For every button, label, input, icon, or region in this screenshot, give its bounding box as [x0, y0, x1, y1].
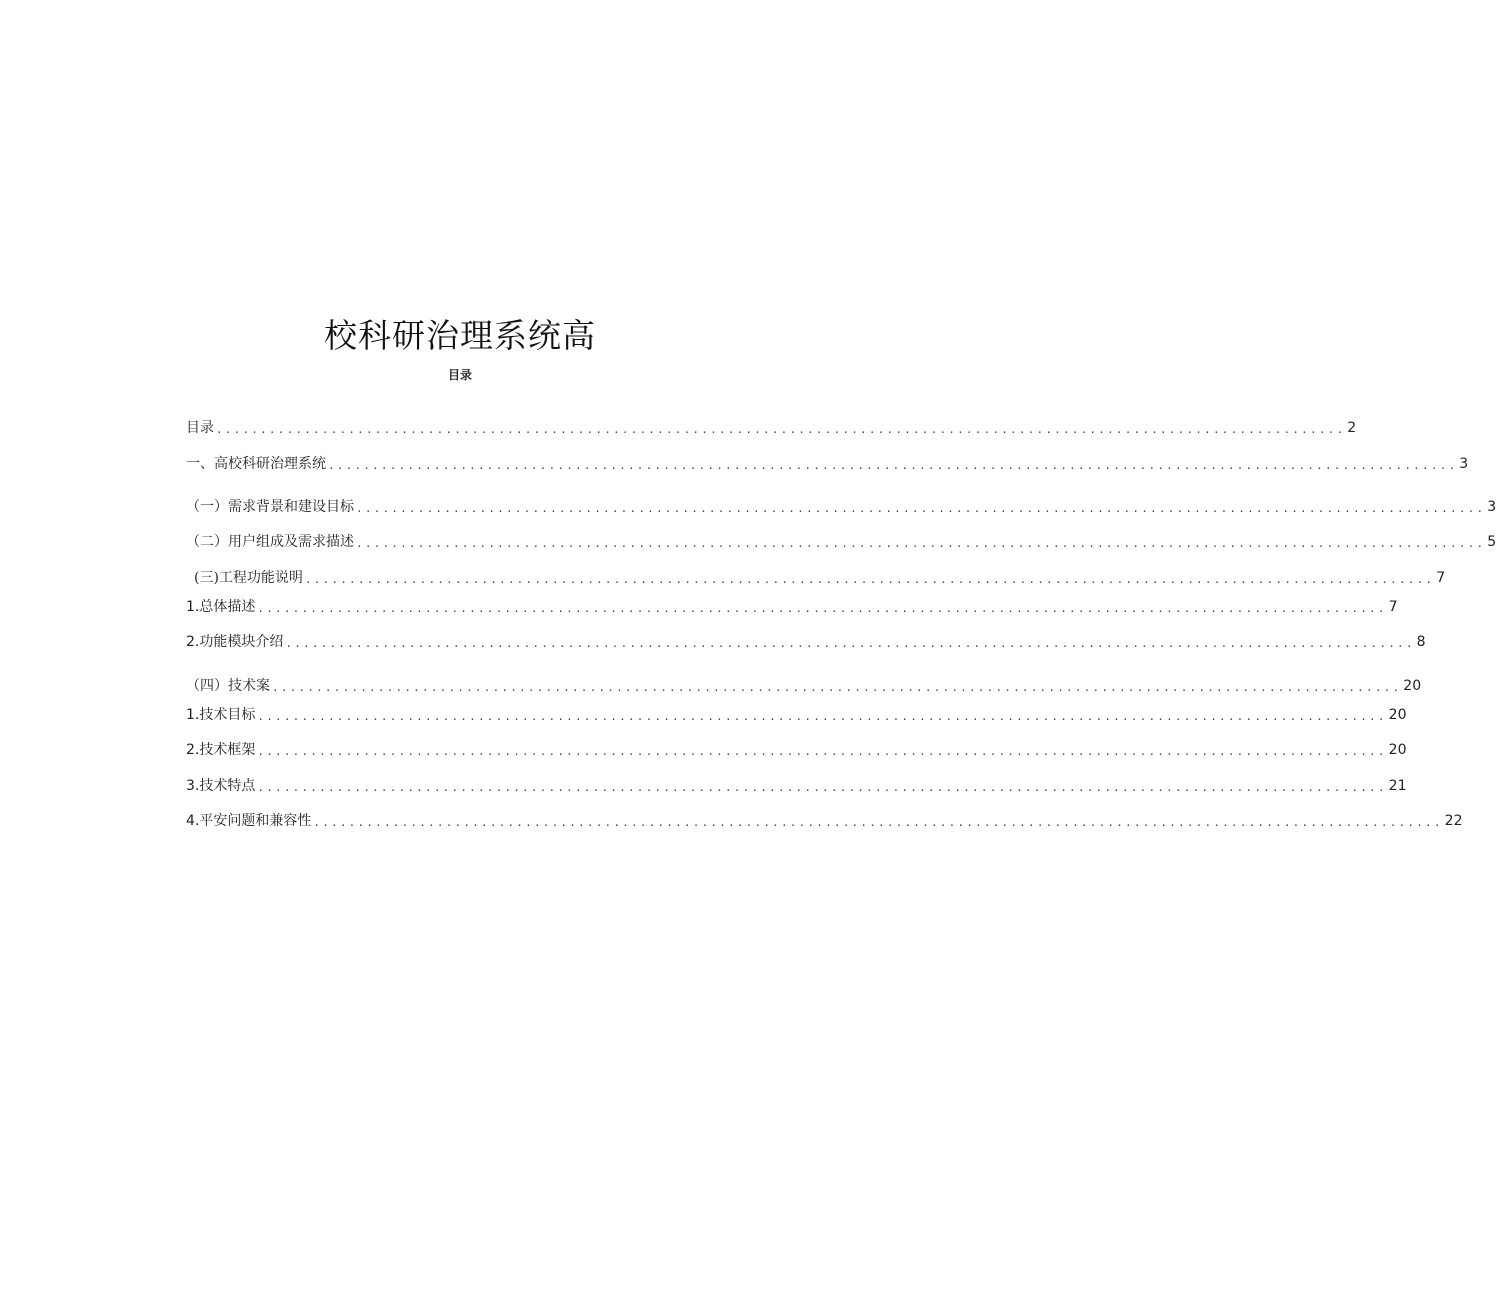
toc-leader-dots: ................................................................................................................................ — [272, 681, 1402, 694]
toc-entry-prefix: 4 — [186, 813, 195, 829]
toc-entry-label: 工程功能说明 — [218, 570, 303, 586]
toc-entry-item-1[interactable] — [186, 597, 1398, 617]
toc-leader-dots: ................................................................................................................................ — [257, 602, 1387, 615]
toc-entry-label: .技术特点 — [194, 778, 256, 794]
toc-entry-label: .功能模块介绍 — [194, 634, 284, 650]
toc-leader-dots: ................................................................................................................................ — [356, 502, 1486, 515]
toc-entry-page: 8 — [1416, 634, 1426, 650]
toc-entry-prefix: 3 — [186, 778, 195, 794]
toc-leader-dots: ................................................................................................................................ — [285, 637, 1415, 650]
toc-entry-prefix: 2 — [186, 742, 195, 758]
toc-leader-dots: ................................................................................................................................ — [313, 816, 1443, 829]
toc-entry-label: 高校科研治理系统 — [214, 456, 326, 472]
toc-entry-label: .平安问题和兼容性 — [194, 813, 312, 829]
toc-entry-label: （二）用户组成及需求描述 — [186, 534, 354, 550]
toc-entry-label: .技术框架 — [194, 742, 256, 758]
toc-entry-page: 20 — [1388, 742, 1407, 758]
toc-entry-page: 22 — [1444, 813, 1463, 829]
toc-entry-prefix: 1 — [186, 599, 195, 615]
toc-entry-section-2[interactable] — [186, 532, 1496, 552]
toc-entry-page: 7 — [1436, 570, 1446, 586]
toc-leader-dots: ................................................................................................................................ — [304, 573, 1435, 586]
toc-entry-page: 3 — [1459, 456, 1469, 472]
toc-entry-label: （四）技术案 — [186, 678, 270, 694]
toc-entry-page: 20 — [1403, 678, 1422, 694]
toc-leader-dots: ................................................................................................................................ — [328, 459, 1458, 472]
toc-entry-item-4[interactable] — [186, 811, 1463, 831]
toc-leader-dots: ................................................................................................................................ — [257, 745, 1387, 758]
toc-entry-item-2[interactable] — [186, 632, 1426, 652]
toc-entry-label: （一）需求背景和建设目标 — [186, 499, 354, 515]
toc-entry-section-4[interactable] — [186, 676, 1422, 696]
toc-entry-prefix: 2 — [186, 634, 195, 650]
toc-entry-prefix: 一、 — [186, 456, 214, 472]
document-subtitle: 目录 — [447, 368, 472, 382]
toc-entry-page: 2 — [1347, 420, 1357, 436]
toc-entry-chapter-1[interactable] — [186, 454, 1469, 474]
toc-entry-label: .技术目标 — [194, 707, 256, 723]
toc-entry-page: 7 — [1388, 599, 1398, 615]
toc-entry-page: 20 — [1388, 707, 1407, 723]
toc-entry-section-1[interactable] — [186, 497, 1496, 517]
toc-entry-item-1[interactable] — [186, 705, 1407, 725]
toc-entry-contents[interactable] — [186, 418, 1357, 438]
toc-entry-page: 21 — [1388, 778, 1407, 794]
toc-entry-label: .总体描述 — [194, 599, 256, 615]
toc-leader-dots: ................................................................................................................................ — [356, 537, 1486, 550]
toc-entry-prefix: 1 — [186, 707, 195, 723]
toc-leader-dots: ................................................................................................................................ — [257, 710, 1387, 723]
toc-entry-label: 目录 — [186, 420, 214, 436]
toc-entry-page: 5 — [1487, 534, 1496, 550]
toc-entry-prefix: (三) — [194, 570, 219, 586]
toc-entry-item-2[interactable] — [186, 740, 1407, 760]
toc-entry-page: 3 — [1487, 499, 1496, 515]
toc-leader-dots: ................................................................................................................................ — [257, 781, 1387, 794]
toc-entry-section-3[interactable] — [186, 568, 1446, 588]
toc-entry-item-3[interactable] — [186, 776, 1407, 796]
toc-leader-dots: ................................................................................................................................ — [216, 423, 1346, 436]
document-title: 校科研治理系统高 — [324, 316, 596, 355]
